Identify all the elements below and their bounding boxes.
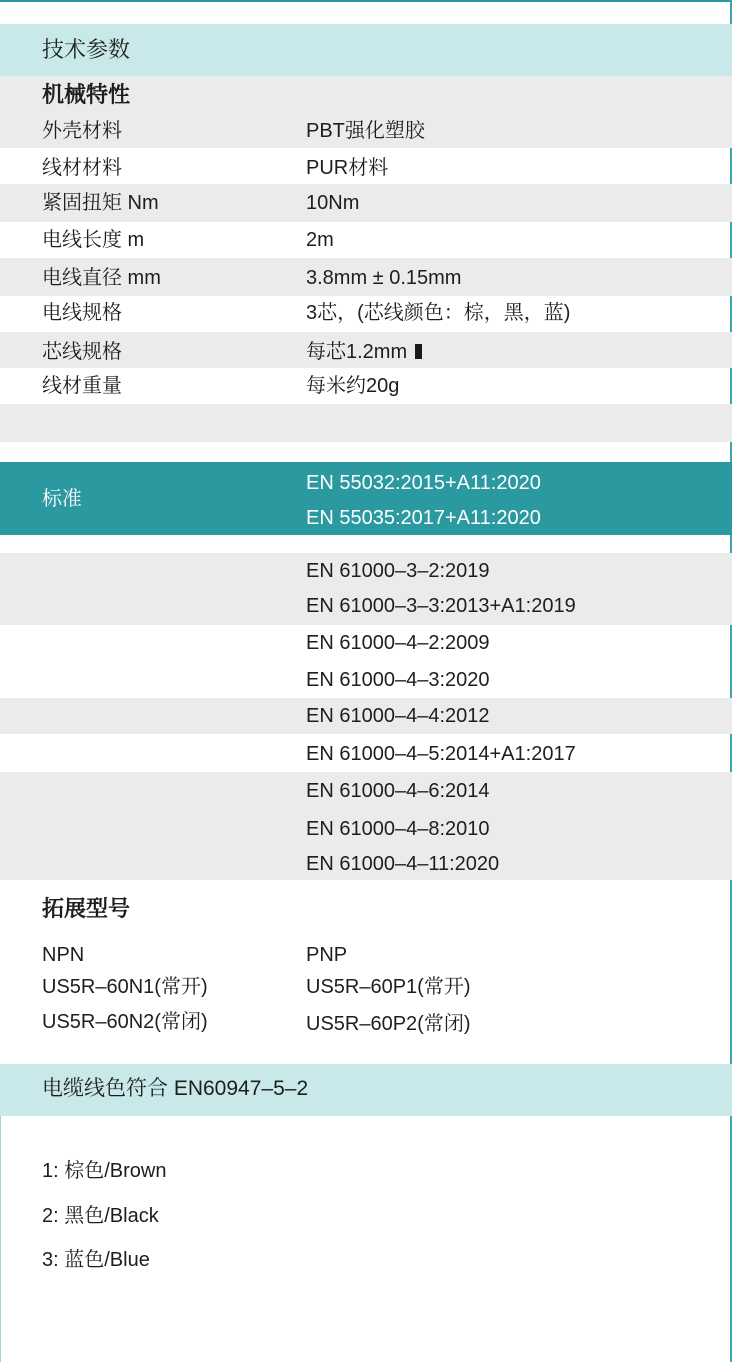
spec-value: 3.8mm ± 0.15mm bbox=[306, 267, 462, 289]
spec-label: 电线长度 m bbox=[42, 229, 145, 251]
spec-value: PUR材料 bbox=[306, 157, 389, 179]
spec-value-row bbox=[306, 340, 422, 364]
npn-title: NPN bbox=[42, 944, 85, 966]
cable-color-item: 3: 蓝色/Blue bbox=[42, 1249, 150, 1271]
spec-label: 线材重量 bbox=[42, 375, 122, 397]
standard-item: EN 61000–4–8:2010 bbox=[306, 818, 490, 840]
row-band bbox=[0, 404, 732, 442]
left-border bbox=[0, 1090, 1, 1362]
pnp-title: PNP bbox=[306, 944, 348, 966]
standard-item: EN 61000–3–2:2019 bbox=[306, 560, 490, 582]
spec-label: 线材材料 bbox=[42, 157, 122, 179]
top-rule bbox=[0, 0, 732, 2]
spec-value: 3芯，(芯线颜色：棕，黑，蓝) bbox=[306, 302, 571, 324]
spec-value: PBT强化塑胶 bbox=[306, 120, 425, 142]
spec-label: 紧固扭矩 Nm bbox=[42, 192, 159, 214]
standard-item: EN 61000–3–3:2013+A1:2019 bbox=[306, 595, 576, 617]
page-title: 技术参数 bbox=[42, 37, 131, 62]
standard-item: EN 55032:2015+A11:2020 bbox=[306, 472, 541, 494]
spec-value: 10Nm bbox=[306, 192, 360, 214]
pnp-model: US5R–60P1(常开) bbox=[306, 976, 471, 998]
spec-value: 每米约20g bbox=[306, 375, 400, 397]
mechanical-heading: 机械特性 bbox=[42, 82, 131, 107]
spec-value: 每芯1.2mm bbox=[306, 341, 408, 363]
spec-value: 2m bbox=[306, 229, 334, 251]
standard-item: EN 61000–4–2:2009 bbox=[306, 632, 490, 654]
cable-color-item: 2: 黑色/Black bbox=[42, 1205, 159, 1227]
extended-heading: 拓展型号 bbox=[42, 896, 131, 921]
npn-model: US5R–60N2(常闭) bbox=[42, 1011, 208, 1033]
standard-item: EN 61000–4–5:2014+A1:2017 bbox=[306, 743, 576, 765]
spec-label: 电线规格 bbox=[42, 302, 122, 324]
pnp-model: US5R–60P2(常闭) bbox=[306, 1013, 471, 1035]
standards-label: 标准 bbox=[42, 488, 82, 510]
cable-color-heading: 电缆线色符合 EN60947–5–2 bbox=[42, 1077, 309, 1100]
square-marker-icon bbox=[415, 344, 422, 359]
spec-label: 电线直径 mm bbox=[42, 267, 161, 289]
spec-label: 外壳材料 bbox=[42, 120, 122, 142]
standard-item: EN 61000–4–4:2012 bbox=[306, 705, 490, 727]
spec-label: 芯线规格 bbox=[42, 341, 122, 363]
npn-model: US5R–60N1(常开) bbox=[42, 976, 208, 998]
standard-item: EN 61000–4–11:2020 bbox=[306, 853, 500, 875]
standard-item: EN 55035:2017+A11:2020 bbox=[306, 507, 541, 529]
standard-item: EN 61000–4–3:2020 bbox=[306, 669, 490, 691]
standard-item: EN 61000–4–6:2014 bbox=[306, 780, 490, 802]
cable-color-item: 1: 棕色/Brown bbox=[42, 1160, 167, 1182]
